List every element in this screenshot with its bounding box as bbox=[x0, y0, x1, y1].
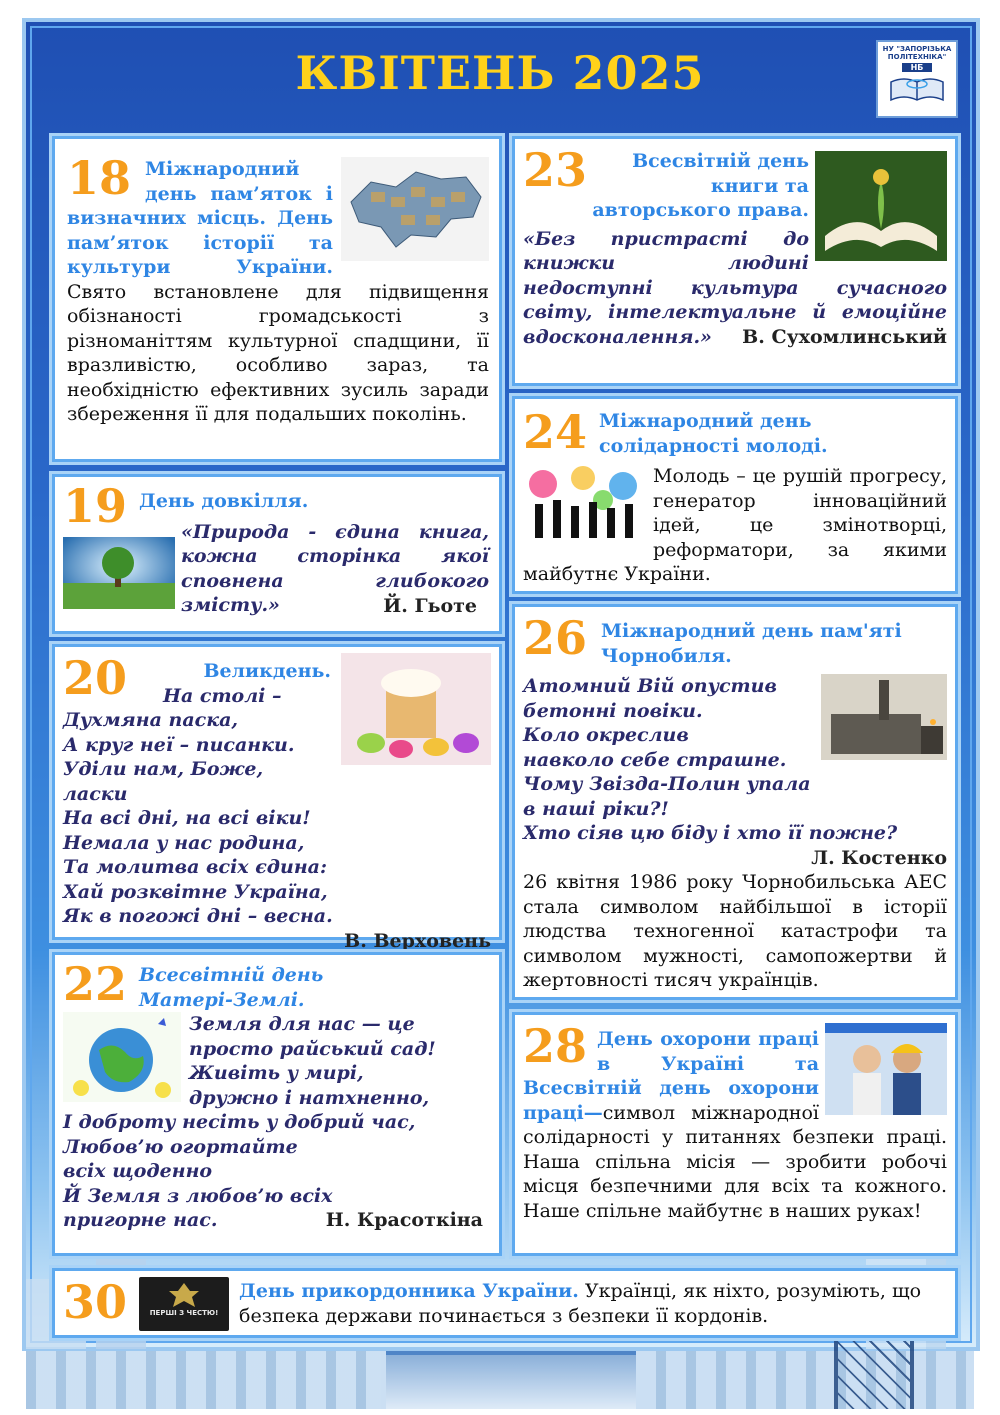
event-card-20 bbox=[52, 644, 502, 952]
day-number: 19 bbox=[63, 479, 128, 533]
earth-tree-image bbox=[63, 537, 175, 609]
poem-author: Л. Костенко bbox=[811, 846, 947, 869]
poem-line: бетонні повіки. bbox=[523, 699, 703, 722]
event-heading: День охорони праці в Україні та Всесвітній день охорони праці— bbox=[523, 1028, 819, 1124]
quote-author: В. Сухомлинський bbox=[742, 326, 947, 348]
day-number: 24 bbox=[523, 405, 588, 459]
poem-line: Хай розквітне Україна, bbox=[63, 880, 328, 903]
event-description: Українці, як ніхто, розуміють, що безпека держави починається з безпеки її кордонів. bbox=[239, 1280, 922, 1327]
poem-line: в наші ріки?! bbox=[523, 797, 669, 820]
stadium-roof-decoration bbox=[386, 1351, 636, 1409]
poem-line: Хто сіяв цю біду і хто її пожне? bbox=[523, 822, 898, 844]
event-description: 26 квітня 1986 року Чорнобильська АЕС стала символом найбільшої в історії людства техногенної катастрофи та символом мужності, самопожертви й жертовності тисяч українців. bbox=[523, 871, 947, 991]
poem-line: Немала у нас родина, bbox=[63, 831, 305, 854]
poem-line: Коло окреслив bbox=[523, 724, 689, 746]
poem-line: Атомний Вій опустив bbox=[523, 675, 777, 697]
event-quote: «Природа - єдина книга, кожна сторінка якої сповнена глибокого змісту.» bbox=[181, 520, 489, 616]
poem-line: Духмяна паска, bbox=[63, 709, 239, 731]
poem-line: навколо себе страшне. bbox=[523, 748, 787, 771]
book-plant-image bbox=[815, 151, 947, 261]
event-heading: Всесвітній день книги та авторського права. bbox=[592, 150, 809, 221]
day-number: 23 bbox=[523, 143, 588, 197]
event-description: Свято встановлене для підвищення обізнаності громадськості з різноманіттям культурної спадщини, її вразливістю, особливо зараз, та необхідністю ефективних зусиль заради збереження її для подальших поколінь. bbox=[67, 280, 489, 425]
event-card-24 bbox=[512, 396, 958, 594]
page-title: КВІТЕНЬ 2025 bbox=[295, 46, 705, 100]
event-heading: Міжнародний день пам'яті Чорнобиля. bbox=[601, 620, 902, 667]
event-description: символ міжнародної солідарності у питаннях безпеки праці. Наша спільна місія — зробити робочі місця безпечними для всіх та кожного. Наше спільне майбутнє в наших руках! bbox=[523, 1101, 947, 1222]
event-heading bbox=[63, 959, 491, 1012]
event-card-22 bbox=[52, 952, 502, 1256]
event-card-30 bbox=[52, 1268, 958, 1338]
poem-author: В. Верховень bbox=[344, 929, 491, 952]
event-heading: Міжнародний день пам’яток і визначних місць. День пам’яток історії та культури України. bbox=[67, 158, 333, 278]
day-number: 18 bbox=[67, 151, 132, 205]
event-card-26 bbox=[512, 604, 958, 1000]
event-card-19 bbox=[52, 474, 502, 634]
poem-line: А круг неї – писанки. bbox=[63, 733, 295, 756]
poem-line: Й Земля з любов’ю всіх bbox=[63, 1184, 333, 1207]
poem-line: Та молитва всіх єдина: bbox=[63, 856, 328, 878]
day-number: 22 bbox=[63, 957, 128, 1011]
event-heading: День прикордонника України. bbox=[239, 1280, 579, 1302]
day-number: 20 bbox=[63, 651, 128, 705]
poem-line: пригорне нас. bbox=[63, 1209, 218, 1231]
event-heading: Великдень. bbox=[203, 660, 331, 682]
poem-line: Як в погожі дні – весна. bbox=[63, 905, 333, 927]
event-heading: Міжнародний день солідарності молоді. bbox=[599, 410, 828, 457]
poem-line: просто райський сад! bbox=[189, 1037, 436, 1060]
poem-line: Любов’ю огортайте bbox=[63, 1135, 298, 1158]
event-heading-line: Матері-Землі. bbox=[139, 988, 305, 1011]
logo-text: НУ "ЗАПОРІЗЬКА ПОЛІТЕХНІКА" bbox=[882, 45, 952, 61]
chernobyl-image bbox=[821, 674, 947, 760]
poem-line: І доброту несіть у добрий час, bbox=[63, 1111, 416, 1133]
border-guard-image bbox=[139, 1277, 229, 1331]
youth-image bbox=[523, 464, 645, 544]
event-card-23 bbox=[512, 136, 958, 386]
library-logo bbox=[876, 40, 958, 118]
poem-line: дружно і натхненно, bbox=[189, 1086, 430, 1109]
poem-line: На столі – bbox=[163, 684, 282, 707]
quote-author: Й. Гьоте bbox=[383, 594, 477, 617]
event-card-28 bbox=[512, 1012, 958, 1256]
image-caption: ПЕРШІ З ЧЕСТЮ! bbox=[149, 1308, 219, 1317]
easter-image bbox=[341, 653, 491, 765]
event-quote: «Без пристрасті до книжки людині недоступні культура сучасного світу, інтелектуальне й емоційне вдосконалення.» bbox=[523, 227, 947, 348]
event-card-18 bbox=[52, 136, 502, 462]
poem-line: Земля для нас — це bbox=[189, 1013, 415, 1035]
tower-decoration bbox=[834, 1341, 914, 1409]
event-heading: День довкілля. bbox=[139, 490, 309, 512]
poem-author: Н. Красоткіна bbox=[325, 1209, 483, 1231]
day-number: 30 bbox=[63, 1275, 128, 1329]
day-number: 26 bbox=[523, 611, 588, 665]
workers-image bbox=[825, 1023, 947, 1115]
building-strip-decoration bbox=[26, 1351, 974, 1409]
event-heading-line: Всесвітній день bbox=[139, 964, 324, 986]
poem-line: Чому Звізда-Полин упала bbox=[523, 773, 811, 795]
poem-line: всіх щоденно bbox=[63, 1160, 213, 1182]
poem-line: На всі дні, на всі віки! bbox=[63, 807, 311, 829]
poem-line: Уділи нам, Боже, ласки bbox=[63, 758, 264, 805]
open-book-icon bbox=[887, 74, 947, 104]
day-number: 28 bbox=[523, 1019, 588, 1073]
logo-abbreviation: НБ bbox=[902, 63, 932, 72]
poem-line: Живіть у мирі, bbox=[189, 1062, 364, 1084]
planet-image bbox=[63, 1012, 181, 1102]
event-description: Молодь – це рушій прогресу, генератор інноваційний ідей, це змінотворці, реформатори, за якими майбутнє України. bbox=[523, 465, 947, 585]
ukraine-map-image bbox=[341, 157, 489, 261]
